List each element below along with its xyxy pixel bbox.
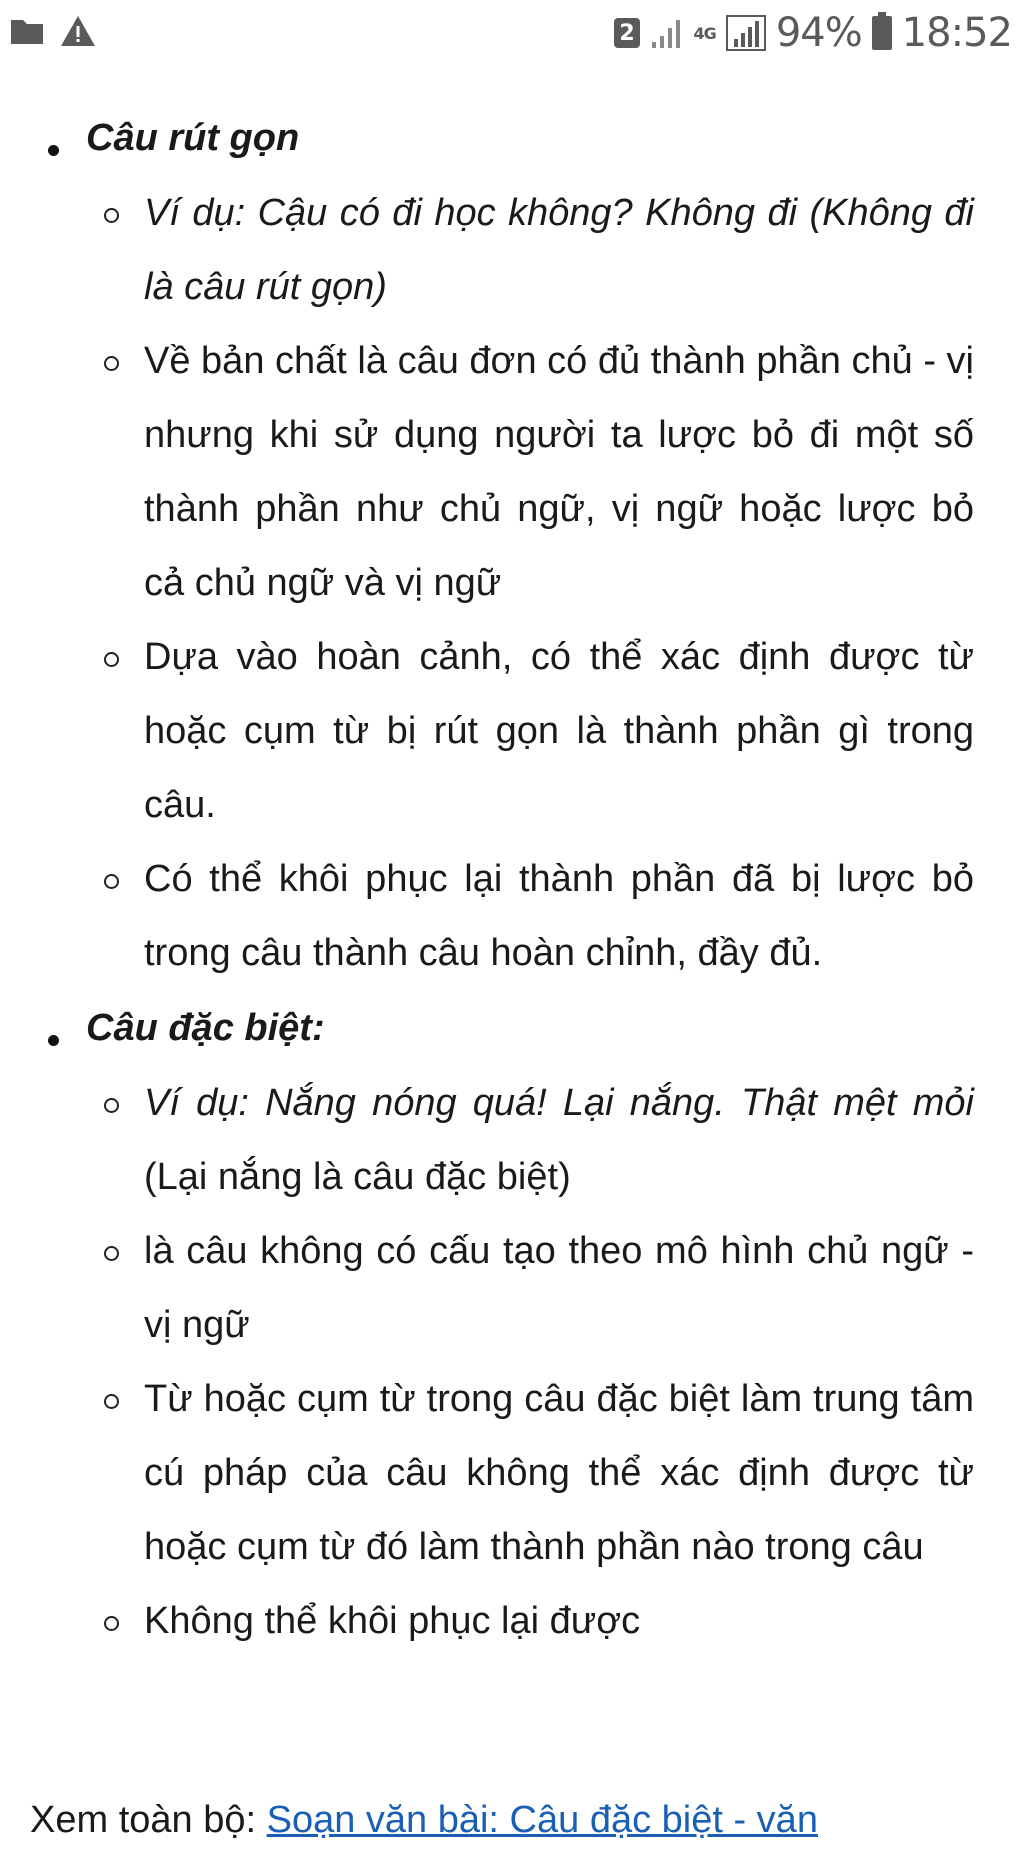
warning-icon xyxy=(60,14,96,48)
example-text: Ví dụ: Cậu có đi học không? Không đi (Không đi là câu rút gọn) xyxy=(144,192,974,308)
status-bar xyxy=(0,0,1024,72)
item-text: là câu không có cấu tạo theo mô hình chủ ngữ - vị ngữ xyxy=(144,1230,974,1346)
sub-list xyxy=(86,176,994,990)
sub-list xyxy=(86,1066,994,1658)
network-type: 4G xyxy=(693,23,716,43)
section-title: Câu đặc biệt: xyxy=(86,1007,325,1049)
list-item xyxy=(86,1584,994,1658)
item-text: Dựa vào hoàn cảnh, có thể xác định được từ hoặc cụm từ bị rút gọn là thành phần gì trong câu. xyxy=(144,636,974,826)
list-item-cau-dac-biet xyxy=(0,990,1024,1658)
example-text: Ví dụ: Nắng nóng quá! Lại nắng. Thật mệt mỏi xyxy=(144,1082,974,1124)
signal-icon xyxy=(650,16,684,50)
main-list xyxy=(0,100,1024,1658)
item-text: Từ hoặc cụm từ trong câu đặc biệt làm trung tâm cú pháp của câu không thể xác định được từ hoặc cụm từ đó làm thành phần nào trong câu xyxy=(144,1378,974,1568)
list-item xyxy=(86,176,994,324)
battery-percent: 94% xyxy=(775,10,862,56)
list-item xyxy=(86,842,994,990)
status-left xyxy=(10,14,96,48)
list-item xyxy=(86,324,994,620)
list-item xyxy=(86,1362,994,1584)
list-item xyxy=(86,1214,994,1362)
clock: 18:52 xyxy=(901,10,1012,56)
item-text: Có thể khôi phục lại thành phần đã bị lược bỏ trong câu thành câu hoàn chỉnh, đầy đủ. xyxy=(144,858,974,974)
article-content xyxy=(0,100,1024,1658)
item-text: Về bản chất là câu đơn có đủ thành phần chủ - vị nhưng khi sử dụng người ta lược bỏ đi một số thành phần như chủ ngữ, vị ngữ hoặc lược bỏ cả chủ ngữ và vị ngữ xyxy=(144,340,974,604)
list-item-cau-rut-gon xyxy=(0,100,1024,990)
battery-icon xyxy=(872,16,892,50)
list-item xyxy=(86,620,994,842)
signal-icon xyxy=(726,15,766,51)
sim-badge: 2 xyxy=(614,18,640,48)
view-all-prefix: Xem toàn bộ: xyxy=(30,1799,267,1841)
item-text: Không thể khôi phục lại được xyxy=(144,1600,641,1642)
list-item xyxy=(86,1066,994,1214)
item-text: (Lại nắng là câu đặc biệt) xyxy=(144,1156,571,1198)
section-title: Câu rút gọn xyxy=(86,117,300,159)
view-all-link[interactable]: Soạn văn bài: Câu đặc biệt - văn xyxy=(266,1799,818,1841)
status-right xyxy=(614,10,1012,56)
folder-icon xyxy=(10,16,44,46)
view-all-line xyxy=(30,1790,1020,1850)
